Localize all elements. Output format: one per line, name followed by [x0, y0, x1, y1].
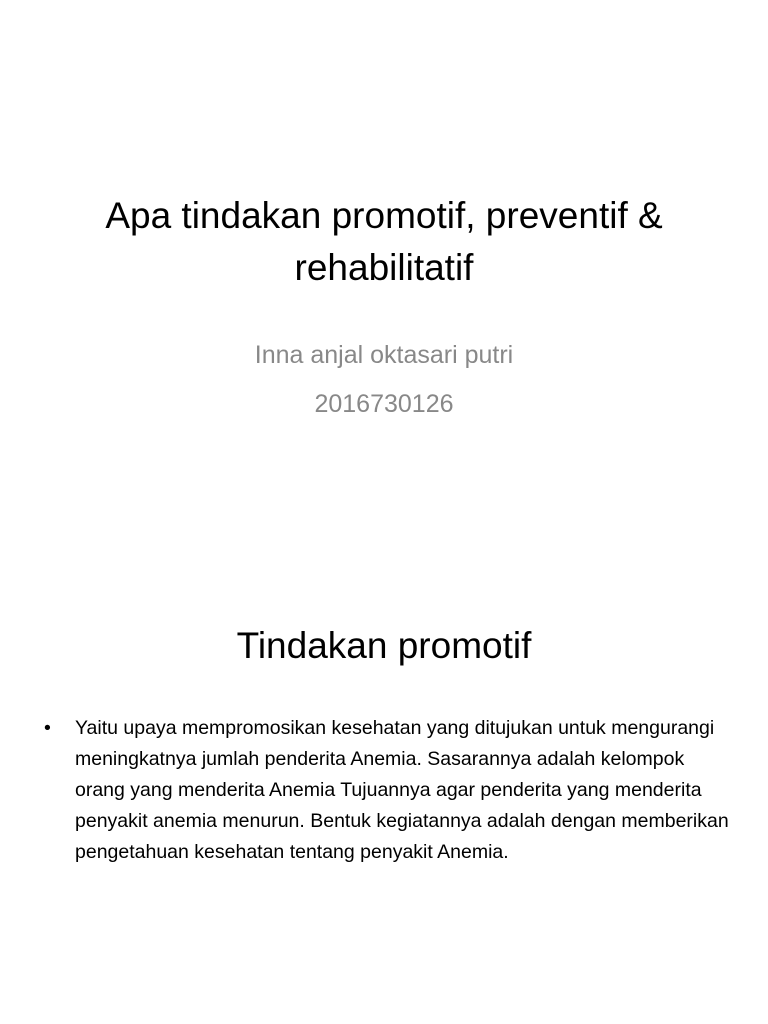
- bullet-list: [40, 713, 730, 868]
- bullet-icon: •: [44, 717, 51, 739]
- slide-title: Apa tindakan promotif, preventif & rehabilitatif: [105, 195, 663, 288]
- author-name: Inna anjal oktasari putri: [254, 341, 514, 369]
- content-slide: [0, 576, 768, 1024]
- slide-title: Tindakan promotif: [236, 625, 532, 666]
- bullet-text: Yaitu upaya mempromosikan kesehatan yang ditujukan untuk mengurangi meningkatnya jumlah penderita Anemia. Sasarannya adalah kelompok orang yang menderita Anemia Tujuannya agar penderita yang menderita penyakit anemia menurun. Bentuk kegiatannya adalah dengan memberikan pengetahuan kesehatan tentang penyakit Anemia.: [75, 717, 729, 863]
- slide-subtitle: [40, 331, 728, 429]
- bullet-item: [40, 713, 730, 868]
- student-id: 2016730126: [314, 390, 454, 418]
